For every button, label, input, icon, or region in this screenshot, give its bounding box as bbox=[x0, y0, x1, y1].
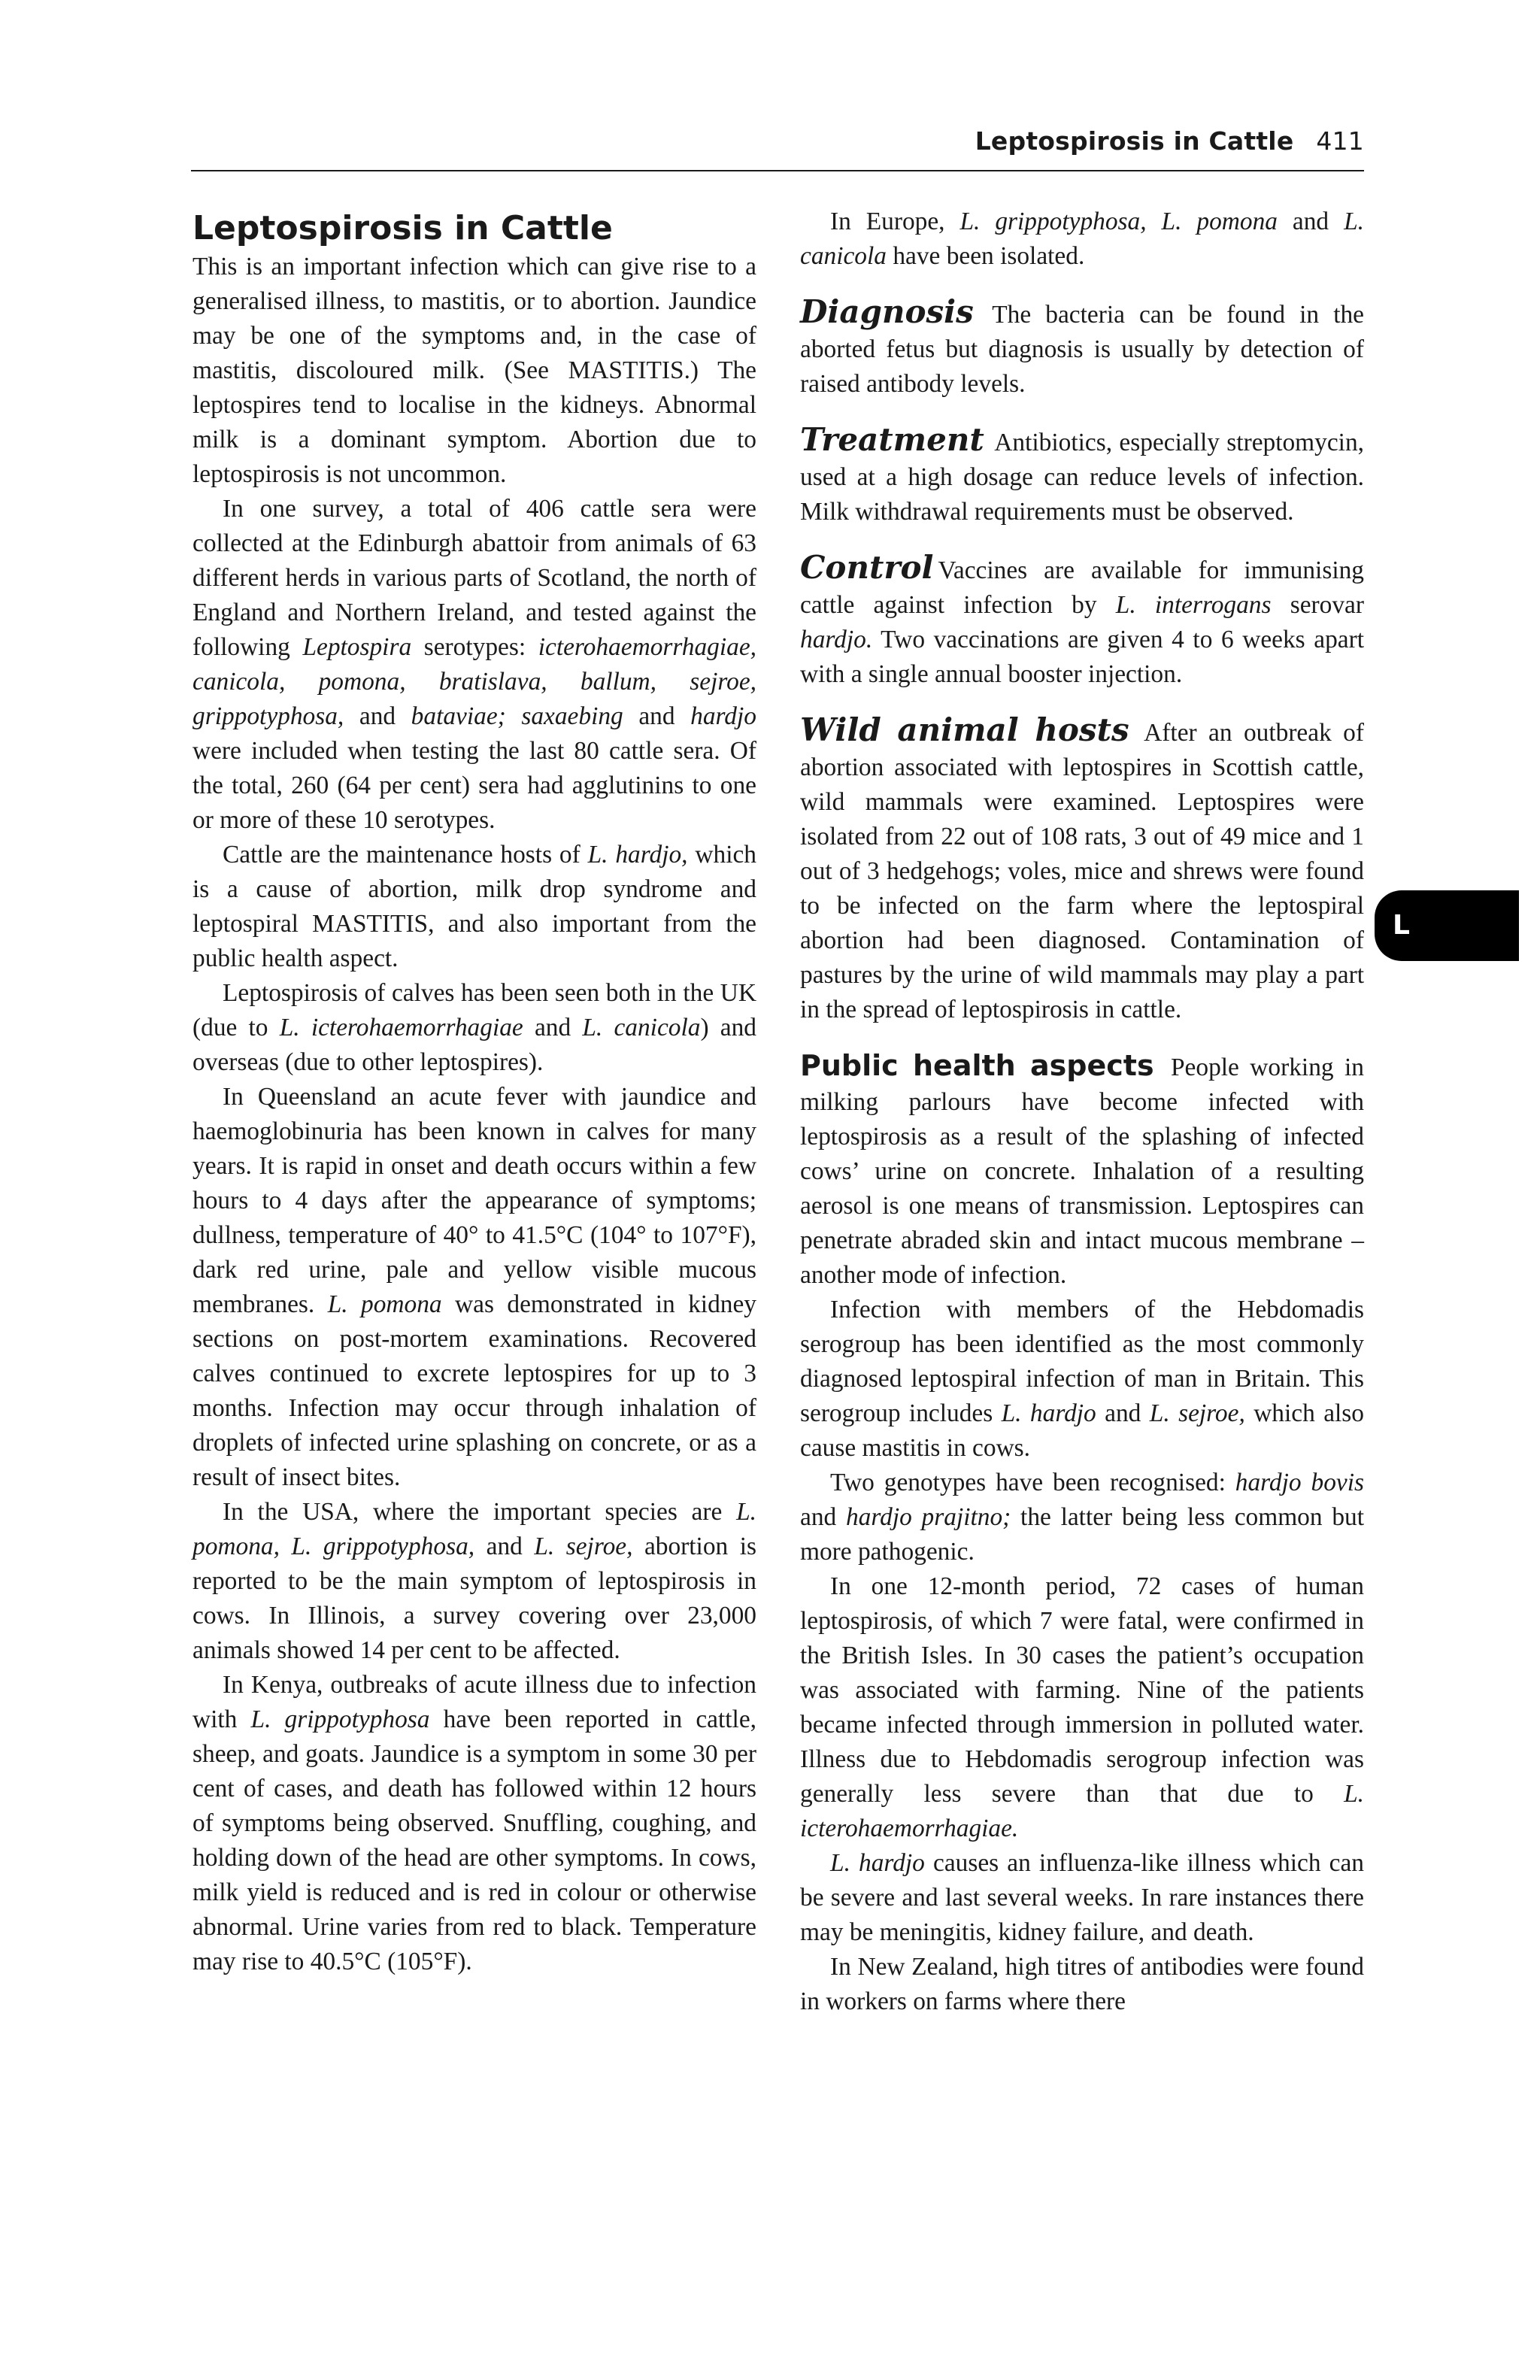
paragraph-british-isles: In one 12-month period, 72 cases of human leptospirosis, of which 7 were fatal, were confirmed in the British Isles. In 30 cases the patient’s occupation was associated with farming. Nine of the patients became infected through immersion in polluted water. Illness due to Hebdomadis serogroup infection was generally less severe than that due to L. icterohaemorrhagiae. bbox=[800, 1572, 1364, 1842]
header-rule bbox=[191, 170, 1364, 171]
paragraph-queensland: In Queensland an acute fever with jaundice and haemoglobinuria has been known in calves for many years. It is rapid in onset and death occurs within a few hours to 4 days after the appearance of symptoms; dullness, temperature of 40° to 41.5°C (104° to 107°F), dark red urine, pale and yellow visible mucous membranes. L. pomona was demonstrated in kidney sections on post-mortem examinations. Recovered calves continued to excrete leptospires for up to 3 months. Infection may occur through inhalation of droplets of infected urine splashing on concrete, or as a result of insect bites. bbox=[192, 1083, 756, 1491]
paragraph-calves: Leptospirosis of calves has been seen both in the UK (due to L. icterohaemorrhagiae and L. canicola) and overseas (due to other leptospires). bbox=[192, 979, 756, 1076]
section-wild-animal-hosts: Wild animal hosts After an outbreak of abortion associated with leptospires in Scottish cattle, wild mammals were examined. Leptospires were isolated from 22 out of 108 rats, 3 out of 49 mice and 1 out of 3 hedgehogs; voles, mice and shrews were found to be infected on the farm where the leptospiral abortion had been diagnosed. Contamination of pastures by the urine of wild mammals may play a part in the spread of leptospirosis in cattle. bbox=[800, 711, 1364, 1023]
running-head bbox=[975, 126, 1364, 156]
paragraph-hardjo-illness: L. hardjo causes an influenza-like illness which can be severe and last several weeks. In rare instances there may be meningitis, kidney failure, and death. bbox=[800, 1849, 1364, 1946]
right-column bbox=[800, 205, 1364, 2019]
article-title: Leptospirosis in Cattle bbox=[192, 209, 613, 247]
wild-animal-hosts-heading: Wild animal hosts bbox=[800, 711, 1129, 748]
paragraph-hebdomadis: Infection with members of the Hebdomadis serogroup has been identified as the most commonly diagnosed leptospiral infection of man in Britain. This serogroup includes L. hardjo and L. sejroe, which also cause mastitis in cows. bbox=[800, 1296, 1364, 1462]
paragraph-new-zealand: In New Zealand, high titres of antibodies were found in workers on farms where there bbox=[800, 1953, 1364, 2015]
cross-reference: MASTITIS bbox=[312, 910, 429, 938]
paragraph-usa: In the USA, where the important species are L. pomona, L. grippotyphosa, and L. sejroe, abortion is reported to be the main symptom of leptospirosis in cows. In Illinois, a survey covering over 23,000 animals showed 14 per cent to be affected. bbox=[192, 1498, 756, 1664]
paragraph-maintenance-hosts: Cattle are the maintenance hosts of L. hardjo, which is a cause of abortion, milk drop syndrome and leptospiral MASTITIS, and also important from the public health aspect. bbox=[192, 841, 756, 972]
paragraph-genotypes: Two genotypes have been recognised: hardjo bovis and hardjo prajitno; the latter being less common but more pathogenic. bbox=[800, 1469, 1364, 1566]
running-title: Leptospirosis in Cattle bbox=[975, 126, 1294, 156]
thumb-index-tab: L bbox=[1375, 890, 1519, 961]
treatment-heading: Treatment bbox=[800, 421, 984, 458]
section-treatment: Treatment Antibiotics, especially streptomycin, used at a high dosage can reduce levels of infection. Milk withdrawal requirements must be observed. bbox=[800, 421, 1364, 526]
page-number: 411 bbox=[1316, 126, 1364, 156]
left-column bbox=[192, 205, 756, 1979]
paragraph-europe: In Europe, L. grippotyphosa, L. pomona and L. canicola have been isolated. bbox=[800, 208, 1364, 270]
control-heading: Control bbox=[800, 549, 934, 586]
paragraph-survey: In one survey, a total of 406 cattle sera were collected at the Edinburgh abattoir from animals of 63 different herds in various parts of Scotland, the north of England and Northern Ireland, and tested against the following Leptospira serotypes: icterohaemorrhagiae, canicola, pomona, bratislava, ballum, sejroe, grippotyphosa, and bataviae; saxaebing and hardjo were included when testing the last 80 cattle sera. Of the total, 260 (64 per cent) sera had agglutinins to one or more of these 10 serotypes. bbox=[192, 495, 756, 834]
paragraph-kenya: In Kenya, outbreaks of acute illness due to infection with L. grippotyphosa have been reported in cattle, sheep, and goats. Jaundice is a symptom in some 30 per cent of cases, and death has followed within 12 hours of symptoms being observed. Snuffling, coughing, and holding down of the head are other symptoms. In cows, milk yield is reduced and is red in colour or otherwise abnormal. Urine varies from red to black. Temperature may rise to 40.5°C (105°F). bbox=[192, 1671, 756, 1975]
diagnosis-heading: Diagnosis bbox=[800, 293, 974, 330]
public-health-heading: Public health aspects bbox=[800, 1049, 1154, 1082]
paragraph-intro: This is an important infection which can give rise to a generalised illness, to mastitis, or to abortion. Jaundice may be one of the symptoms and, in the case of mastitis, discoloured milk. (See MASTITIS.) The leptospires tend to localise in the kidneys. Abnormal milk is a dominant symptom. Abortion due to leptospirosis is not uncommon. bbox=[192, 253, 757, 488]
section-diagnosis: Diagnosis The bacteria can be found in the aborted fetus but diagnosis is usually by detection of raised antibody levels. bbox=[800, 293, 1364, 398]
section-public-health: Public health aspects People working in milking parlours have become infected with leptospirosis as a result of the splashing of infected cows’ urine on concrete. Inhalation of a resulting aerosol is one means of transmission. Leptospires can penetrate abraded skin and intact mucous membrane – another mode of infection. bbox=[800, 1049, 1364, 1289]
section-control: Control Vaccines are available for immunising cattle against infection by L. interrogans serovar hardjo. Two vaccinations are given 4 to 6 weeks apart with a single annual booster injection. bbox=[800, 549, 1364, 688]
cross-reference: MASTITIS bbox=[568, 356, 684, 384]
